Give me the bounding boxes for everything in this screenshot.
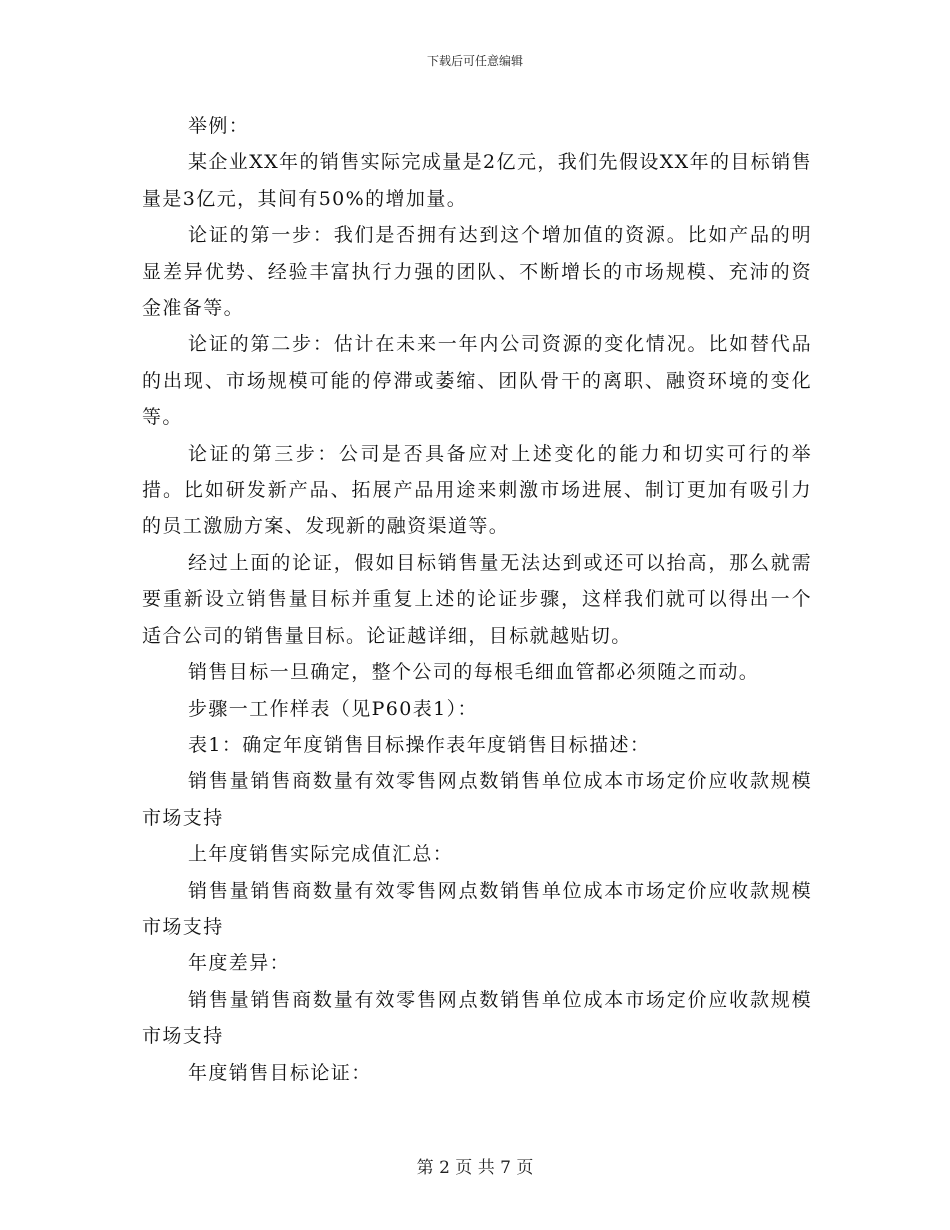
paragraph-target-argument: 年度销售目标论证：: [188, 1061, 372, 1084]
paragraph-table-title: 表1：确定年度销售目标操作表年度销售目标描述：: [188, 733, 651, 756]
paragraph-metrics-previous-year: 销售量销售商数量有效零售网点数销售单位成本市场定价应收款规模市场支持: [142, 879, 812, 938]
paragraph-previous-year-summary: 上年度销售实际完成值汇总：: [188, 843, 454, 866]
paragraph-metrics-difference: 销售量销售商数量有效零售网点数销售单位成本市场定价应收款规模市场支持: [142, 988, 812, 1048]
document-body: [142, 108, 812, 1091]
paragraph-step-one: 论证的第一步：我们是否拥有达到这个增加值的资源。比如产品的明显差异优势、经验丰富执行力强的团队、不断增长的市场规模、充沛的资金准备等。: [142, 224, 812, 320]
page-number-label: 第 2 页 共 7 页: [416, 1158, 534, 1178]
paragraph-example-description: 某企业XX年的销售实际完成量是2亿元，我们先假设XX年的目标销售量是3亿元，其间有50%的增加量。: [142, 151, 812, 210]
paragraph-target-confirmed: 销售目标一旦确定，整个公司的每根毛细血管都必须随之而动。: [188, 661, 760, 684]
paragraph-step-two: 论证的第二步：估计在未来一年内公司资源的变化情况。比如替代品的出现、市场规模可能的停滞或萎缩、团队骨干的离职、融资环境的变化等。: [142, 333, 812, 429]
paragraph-conclusion: 经过上面的论证，假如目标销售量无法达到或还可以抬高，那么就需要重新设立销售量目标并重复上述的论证步骤，这样我们就可以得出一个适合公司的销售量目标。论证越详细，目标就越贴切。: [142, 551, 812, 647]
paragraph-step-three: 论证的第三步：公司是否具备应对上述变化的能力和切实可行的举措。比如研发新产品、拓展产品用途来刺激市场进展、制订更加有吸引力的员工激励方案、发现新的融资渠道等。: [142, 442, 812, 538]
paragraph-example-heading: 举例：: [188, 115, 250, 137]
page-number-footer: [0, 1153, 950, 1178]
paragraph-annual-difference: 年度差异：: [188, 952, 291, 975]
document-header-note: 下载后可任意编辑: [426, 54, 523, 68]
paragraph-metrics-annual-target: 销售量销售商数量有效零售网点数销售单位成本市场定价应收款规模市场支持: [142, 770, 812, 829]
paragraph-step-one-worksheet: 步骤一工作样表（见P60表1）：: [188, 697, 478, 720]
